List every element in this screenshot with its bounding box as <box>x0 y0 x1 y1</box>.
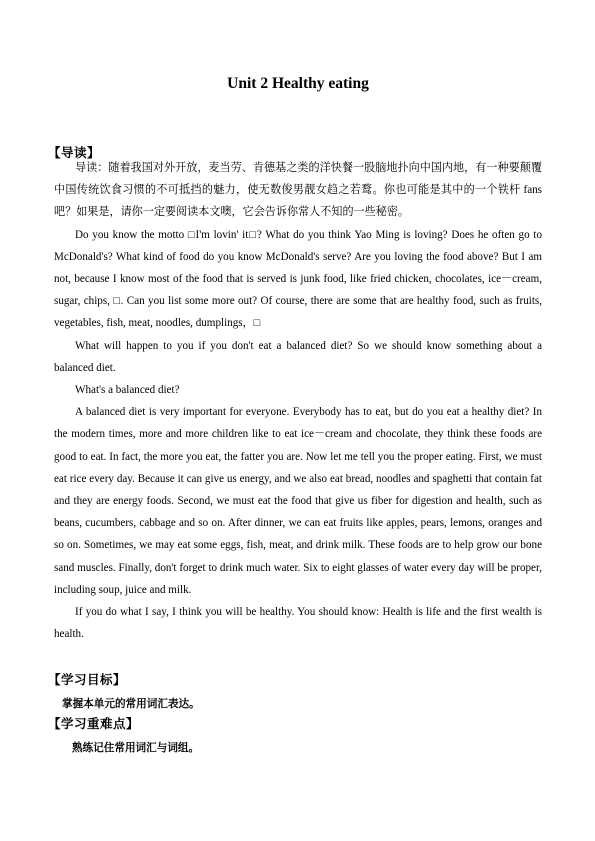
reading-body <box>54 157 542 645</box>
paragraph-balanced-diet: A balanced diet is very important for everyone. Everybody has to eat, but do you eat a healthy diet? In the modern times, more and more children like to eat ice－cream and chocolate, they think these foods are good to eat. In fact, the more you eat, the fatter you are. Now let me tell you the proper eating. First, we must eat rice every day. Because it can give us energy, and we also eat bread, noodles and spaghetti that contain fat and they are energy foods. Second, we must eat the food that give us fiber for digestion and health, such as beans, cucumbers, cabbage and so on. After dinner, we can eat fruits like apples, pears, lemons, oranges and so on. Sometimes, we may eat some eggs, fish, meat, and drink milk. These foods are to help grow our bone sand muscles. Finally, don't forget to drink much water. Six to eight glasses of water every day will be proper, including soup, juice and milk. <box>54 406 542 596</box>
paragraph-balanced-question: What will happen to you if you don't eat a balanced diet? So we should know something about a balanced diet. <box>54 339 542 374</box>
reading-heading: 【导读】 <box>48 145 101 160</box>
paragraph-conclusion: If you do what I say, I think you will be healthy. You should know: Health is life and the first wealth is health. <box>54 606 542 641</box>
paragraph-whats-balanced: What's a balanced diet? <box>75 384 180 397</box>
focus-text: 熟练记住常用词汇与词组。 <box>72 742 200 754</box>
goals-text: 掌握本单元的常用词汇表达。 <box>62 698 200 710</box>
paragraph-intro-cn: 导读：随着我国对外开放，麦当劳、肯德基之类的洋快餐一股脑地扑向中国内地，有一种要颠覆中国传统饮食习惯的不可抵挡的魅力，使无数俊男靓女趋之若鹜。你也可能是其中的一个铁杆 fans 吧？如果是，请你一定要阅读本文噢，它会告诉你常人不知的一些秘密。 <box>54 162 542 219</box>
page-title: Unit 2 Healthy eating <box>227 75 369 92</box>
focus-heading: 【学习重难点】 <box>48 716 140 731</box>
paragraph-motto: Do you know the motto □I'm lovin' it□? What do you think Yao Ming is loving? Does he often go to McDonald's? What kind of food do you know McDonald's serve? Are you loving the food above? But I am not, because I know most of the food that is served is junk food, like fried chicken, chocolates, ice－cream, sugar, chips, □. Can you list some more out? Of course, there are some that are healthy food, such as fruits, vegetables, fish, meat, noodles, dumplings，□ <box>54 228 542 330</box>
goals-heading: 【学习目标】 <box>48 672 127 687</box>
